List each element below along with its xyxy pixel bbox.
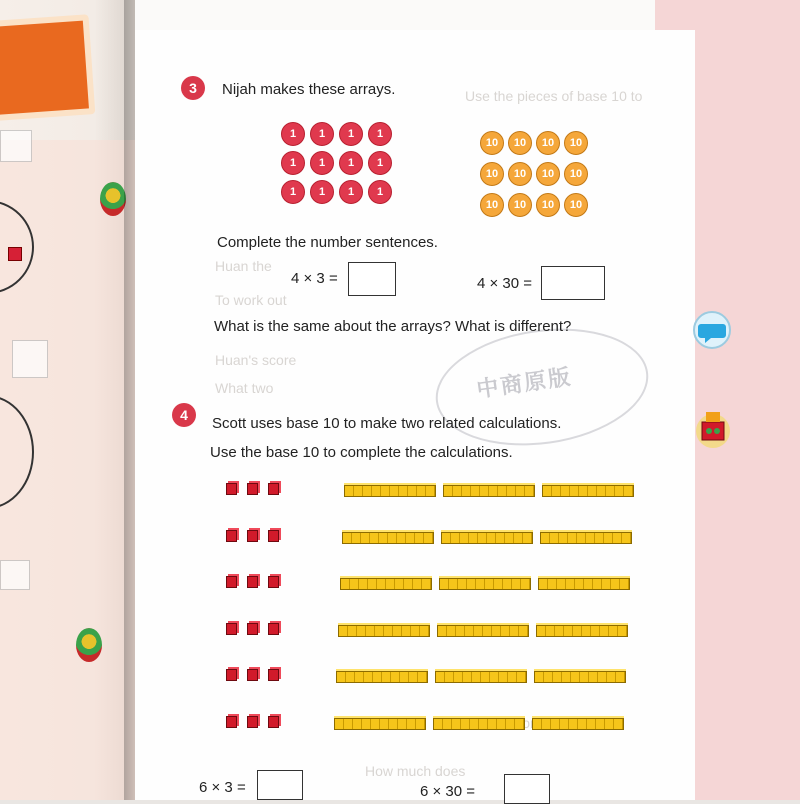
ones-cube xyxy=(247,669,258,681)
tens-rod xyxy=(344,485,436,497)
tens-rod xyxy=(340,578,432,590)
question-instruction: Use the base 10 to complete the calculations. xyxy=(210,444,513,461)
ones-cube xyxy=(226,576,237,588)
show-through-text: Use the pieces of base 10 to xyxy=(465,88,643,104)
ones-cube xyxy=(247,623,258,635)
ones-cube xyxy=(226,530,237,542)
ones-counter: 1 xyxy=(310,180,334,204)
number-sentence: 4 × 3 = xyxy=(291,270,338,287)
ones-counter: 1 xyxy=(368,180,392,204)
tens-counter: 10 xyxy=(508,193,532,217)
speech-bubble-icon xyxy=(692,310,732,350)
show-through-text: Huan's score xyxy=(215,352,297,368)
tens-counter: 10 xyxy=(480,162,504,186)
tens-rod xyxy=(538,578,630,590)
ones-cube xyxy=(226,623,237,635)
tens-counter: 10 xyxy=(564,162,588,186)
tens-rod xyxy=(536,625,628,637)
left-page-cube xyxy=(8,247,22,261)
ones-cube xyxy=(268,623,279,635)
ones-counter: 1 xyxy=(281,151,305,175)
left-margin-icon xyxy=(100,182,126,216)
left-margin-icon xyxy=(76,628,102,662)
ones-cube xyxy=(247,530,258,542)
tens-rod xyxy=(532,718,624,730)
tens-rod xyxy=(443,485,535,497)
tens-counter: 10 xyxy=(480,193,504,217)
ones-counter: 1 xyxy=(310,151,334,175)
ones-cube xyxy=(247,483,258,495)
ones-counter: 1 xyxy=(339,122,363,146)
ones-cube xyxy=(226,483,237,495)
number-sentence: 4 × 30 = xyxy=(477,275,533,292)
left-page-banner xyxy=(0,14,95,122)
tens-counter: 10 xyxy=(564,193,588,217)
ones-cube xyxy=(226,716,237,728)
tens-rod xyxy=(435,671,527,683)
ones-counter: 1 xyxy=(368,151,392,175)
ones-cube xyxy=(268,576,279,588)
number-sentence: 6 × 3 = xyxy=(199,779,246,796)
ones-cube xyxy=(268,483,279,495)
question-number-badge: 3 xyxy=(181,76,205,100)
tens-rod xyxy=(433,718,525,730)
tens-rod xyxy=(542,485,634,497)
seal-text: 中商原版 xyxy=(474,363,574,402)
ones-counter: 1 xyxy=(281,180,305,204)
question-number-badge: 4 xyxy=(172,403,196,427)
show-through-text: To work out xyxy=(215,292,287,308)
tens-counter: 10 xyxy=(536,193,560,217)
tens-rod xyxy=(437,625,529,637)
show-through-text: Huan the xyxy=(215,258,272,274)
question-prompt: Nijah makes these arrays. xyxy=(222,81,396,98)
ones-cube xyxy=(268,669,279,681)
tens-counter: 10 xyxy=(536,131,560,155)
ones-counter: 1 xyxy=(310,122,334,146)
ones-cube xyxy=(268,530,279,542)
tens-rod xyxy=(439,578,531,590)
tens-counter: 10 xyxy=(480,131,504,155)
tens-rod xyxy=(334,718,426,730)
tens-rod xyxy=(540,532,632,544)
show-through-text: How much does xyxy=(365,763,466,779)
left-page-box xyxy=(12,340,48,378)
answer-box[interactable] xyxy=(348,262,396,296)
tens-counter: 10 xyxy=(536,162,560,186)
answer-box[interactable] xyxy=(257,770,303,800)
tens-rod xyxy=(336,671,428,683)
tens-counter: 10 xyxy=(508,162,532,186)
number-sentence: 6 × 30 = xyxy=(420,783,476,800)
show-through-text: What two xyxy=(215,380,274,396)
question-instruction: Complete the number sentences. xyxy=(217,234,438,251)
tens-counter: 10 xyxy=(508,131,532,155)
ones-cube xyxy=(268,716,279,728)
left-page-box xyxy=(0,560,30,590)
ones-counter: 1 xyxy=(339,151,363,175)
ones-counter: 1 xyxy=(281,122,305,146)
ones-counter: 1 xyxy=(368,122,392,146)
reflection-question: What is the same about the arrays? What is different? xyxy=(214,318,572,335)
base10-cube-icon xyxy=(694,408,732,450)
ones-cube xyxy=(226,669,237,681)
ones-counter: 1 xyxy=(339,180,363,204)
left-page-box xyxy=(0,130,32,162)
question-prompt: Scott uses base 10 to make two related calculations. xyxy=(212,415,562,432)
answer-box[interactable] xyxy=(541,266,605,300)
left-page xyxy=(0,0,135,800)
tens-rod xyxy=(441,532,533,544)
tens-rod xyxy=(534,671,626,683)
tens-rod xyxy=(342,532,434,544)
ones-cube xyxy=(247,716,258,728)
tens-rod xyxy=(338,625,430,637)
tens-counter: 10 xyxy=(564,131,588,155)
ones-cube xyxy=(247,576,258,588)
